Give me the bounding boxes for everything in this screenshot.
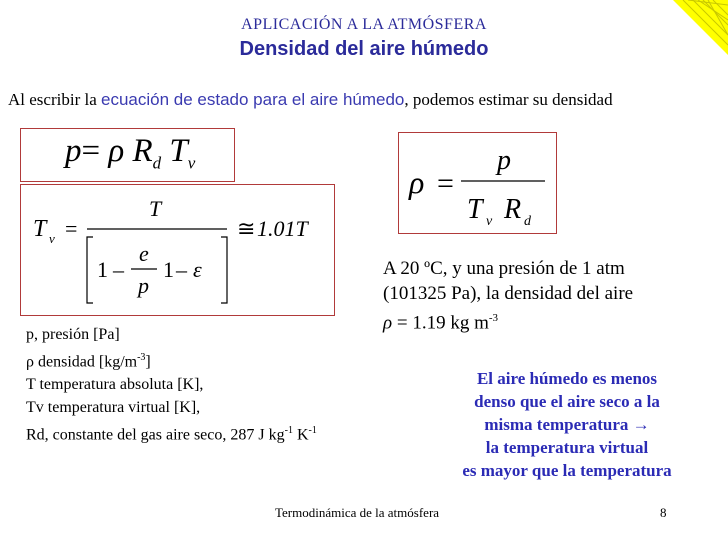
eq-tv-v: v <box>49 231 55 246</box>
eq-state-p: p <box>65 133 82 169</box>
footer-text: Termodinámica de la atmósfera <box>275 505 440 520</box>
equation-tv-box <box>20 184 335 316</box>
eq-state-T: T <box>169 133 188 169</box>
equation-density <box>399 133 556 233</box>
eq-tv-p: p <box>138 273 149 298</box>
eq-tv-e: e <box>139 241 149 266</box>
note-line-3: misma temperatura → <box>484 415 650 434</box>
note-line-1: El aire húmedo es menos <box>476 369 658 388</box>
eq-density-rho: ρ <box>409 164 425 200</box>
info-line-2: (101325 Pa), la densidad del aire <box>383 283 634 304</box>
eq-density-p: p <box>497 145 511 176</box>
eq-tv-epsilon: ε <box>193 257 202 282</box>
slide-subtitle: APLICACIÓN A LA ATMÓSFERA <box>241 16 487 33</box>
eq-tv-numerator: T <box>149 196 162 221</box>
note-line-2: denso que el aire seco a la <box>474 392 660 411</box>
eq-tv-coef: 1 <box>163 257 174 282</box>
equation-state-box <box>20 128 235 182</box>
eq-tv-T: T <box>33 216 47 242</box>
def-Rd: Rd, constante del gas aire seco, 287 J $kg^{-1}$ $K^{-1}$ <box>26 425 317 444</box>
eq-state-v: v <box>187 153 196 173</box>
equation-tv <box>21 185 334 315</box>
eq-state-rho: ρ <box>108 133 125 169</box>
note-line-4: la temperatura virtual <box>485 438 649 457</box>
eq-density-R: R <box>504 194 522 225</box>
info-line-1: A 20 ºC, y una presión de 1 atm <box>383 258 625 279</box>
eq-tv-minus2: – <box>176 257 187 282</box>
def-p: p, presión [Pa] <box>26 326 120 343</box>
info-line-3: ρ = 1.19 kg $m^{-3}$ <box>383 312 499 334</box>
intro-text-after: , podemos estimar su densidad <box>404 90 613 109</box>
intro-paragraph <box>8 87 688 112</box>
eq-tv-one: 1 <box>97 257 108 282</box>
eq-density-d: d <box>524 214 531 229</box>
intro-highlight: ecuación de estado para el aire húmedo <box>101 90 405 109</box>
eq-tv-minus: – <box>113 257 124 282</box>
eq-density-equals: = <box>437 167 454 200</box>
slide-title: Densidad del aire húmedo <box>239 38 489 60</box>
eq-state-d: d <box>152 153 162 173</box>
eq-tv-result: 1.01T <box>257 216 308 241</box>
eq-tv-equals: = <box>65 216 78 241</box>
equation-density-box <box>398 132 557 234</box>
eq-state-equals: = <box>81 133 101 169</box>
eq-state-R: R <box>132 133 153 169</box>
intro-text-before: Al escribir la <box>8 90 101 109</box>
note-line-5: es mayor que la temperatura <box>462 461 672 480</box>
note-block <box>436 367 698 482</box>
page-number: 8 <box>660 505 667 520</box>
def-T: T temperatura absoluta [K], <box>26 376 204 394</box>
eq-tv-approx: ≅ <box>237 216 256 241</box>
def-Tv: Tv temperatura virtual [K], <box>26 399 201 417</box>
def-rho: ρ densidad $[kg/m^{-3}]$ <box>26 352 151 371</box>
eq-density-T: T <box>467 194 483 225</box>
equation-state <box>65 133 195 174</box>
info-block <box>383 256 633 335</box>
definitions-list <box>26 323 317 447</box>
eq-density-v: v <box>486 214 493 229</box>
